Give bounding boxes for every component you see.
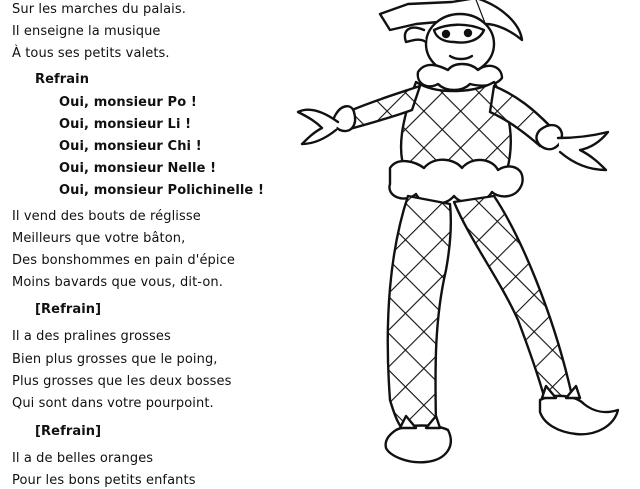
refrain-line-1: Oui, monsieur Po !	[59, 95, 197, 110]
verse-2-line-2: Meilleurs que votre bâton,	[12, 231, 186, 246]
verse-2-line-3: Des bonshommes en pain d'épice	[12, 253, 235, 268]
refrain-reference-1: [Refrain]	[35, 302, 102, 317]
verse-3-line-1: Il a des pralines grosses	[12, 329, 171, 344]
refrain-line-5: Oui, monsieur Polichinelle !	[59, 183, 265, 198]
verse-3-line-3: Plus grosses que les deux bosses	[12, 374, 232, 389]
verse-3-line-4: Qui sont dans votre pourpoint.	[12, 396, 214, 411]
refrain-line-4: Oui, monsieur Nelle !	[59, 161, 217, 176]
verse-4-line-2: Pour les bons petits enfants	[12, 473, 196, 488]
verse-2-line-4: Moins bavards que vous, dit-on.	[12, 275, 223, 290]
left-shoe-icon	[386, 426, 451, 463]
refrain-reference-2: [Refrain]	[35, 424, 102, 439]
polichinelle-illustration-icon	[240, 0, 640, 480]
right-shoe-icon	[540, 396, 618, 434]
verse-1-line-3: À tous ses petits valets.	[12, 46, 170, 61]
verse-4-line-1: Il a de belles oranges	[12, 451, 154, 466]
refrain-heading: Refrain	[35, 72, 90, 87]
right-leg-icon	[454, 196, 572, 404]
verse-2-line-1: Il vend des bouts de réglisse	[12, 209, 201, 224]
refrain-line-2: Oui, monsieur Li !	[59, 117, 192, 132]
verse-3-line-2: Bien plus grosses que le poing,	[12, 352, 218, 367]
verse-1-line-1: Sur les marches du palais.	[12, 2, 186, 17]
refrain-line-3: Oui, monsieur Chi !	[59, 139, 202, 154]
verse-1-line-2: Il enseigne la musique	[12, 24, 161, 39]
left-leg-icon	[388, 196, 451, 432]
